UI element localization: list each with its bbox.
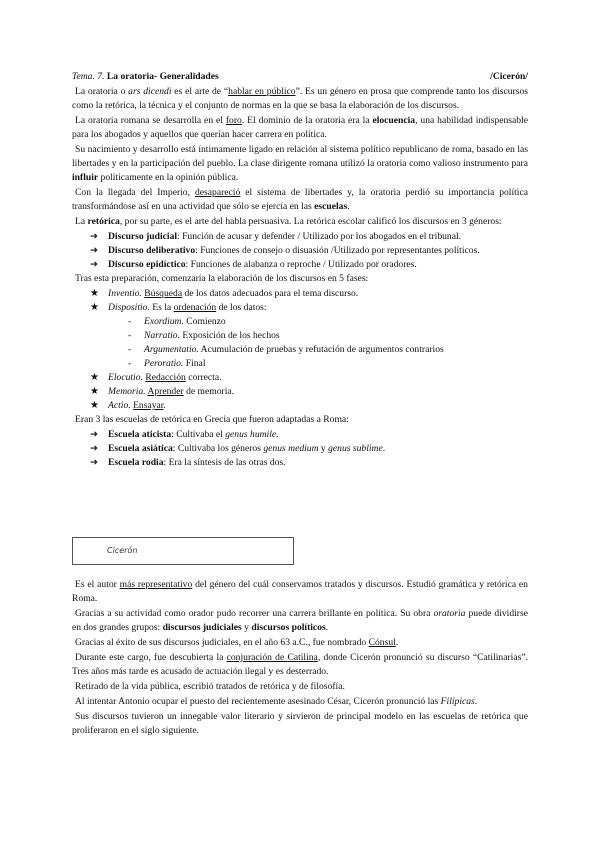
ciceron-paragraph: Durante este cargo, fue descubierta la conjuración de Catilina, donde Cicerón pronunció su discurso “Catilinarias”. Tres años más tarde es acusado de actuación ilegal y es desterrado. xyxy=(72,652,528,677)
arrow-icon: ➔ xyxy=(90,231,99,242)
list-item: ★ Dispositio. Es la ordenación de los datos: xyxy=(90,302,267,313)
star-icon: ★ xyxy=(90,372,99,383)
section-box-ciceron xyxy=(72,537,294,565)
escuelas-intro: Eran 3 las escuelas de retórica en Grecia que fueron adaptadas a Roma: xyxy=(75,414,349,425)
star-icon: ★ xyxy=(90,302,99,313)
tema-label: Tema. 7. xyxy=(72,71,105,82)
list-item: - Exordium. Comienzo xyxy=(128,316,226,327)
list-item: ★ Elocutio. Redacción correcta. xyxy=(90,372,222,383)
dispositio-parts xyxy=(72,315,528,371)
list-item: ★ Inventio. Búsqueda de los datos adecuados para el tema discurso. xyxy=(90,288,359,299)
arrow-icon: ➔ xyxy=(90,259,99,270)
list-item: ➔ Escuela rodia: Era la síntesis de las otras dos. xyxy=(90,457,286,468)
page-header xyxy=(72,70,528,84)
list-item: - Peroratio. Final xyxy=(128,358,206,369)
section-box-label: Cicerón xyxy=(107,546,138,555)
list-item: ➔ Discurso epidíctico: Funciones de alabanza o reproche / Utilizado por oradores. xyxy=(90,259,417,270)
list-item: - Narratio. Exposición de los hechos xyxy=(128,330,280,341)
list-item: - Argumentatio. Acumulación de pruebas y refutación de argumentos contrarios xyxy=(128,344,444,355)
arrow-icon: ➔ xyxy=(90,245,99,256)
arrow-icon: ➔ xyxy=(90,457,99,468)
list-item: ➔ Escuela asiática: Cultivaba los géneros genus medium y genus sublime. xyxy=(90,443,386,454)
escuelas-list xyxy=(72,428,528,470)
ciceron-paragraph: Sus discursos tuvieron un innegable valor literario y sirvieron de principal modelo en las escuelas de retórica que proliferaron en el siglo siguiente. xyxy=(72,711,528,736)
document-body xyxy=(72,70,528,470)
generos-list xyxy=(72,230,528,272)
paragraph-imperio: Con la llegada del Imperio, desapareció el sistema de libertades y, la oratoria perdió su importancia política transformándose así en una actividad que sólo se ejercía en las escuelas. xyxy=(72,187,528,212)
ciceron-section xyxy=(72,578,528,739)
list-item: ➔ Discurso judicial: Función de acusar y defender / Utilizado por los abogados en el tribunal. xyxy=(90,231,462,242)
ciceron-paragraph: Es el autor más representativo del género del cuál conservamos tratados y discursos. Estudió gramática y retórica en Roma. xyxy=(72,579,528,604)
star-icon: ★ xyxy=(90,400,99,411)
ciceron-paragraph: Gracias a su actividad como orador pudo recorrer una carrera brillante en política. Su obra oratoria puede dividirse en dos grandes grupos: discursos judiciales y discursos políticos. xyxy=(72,608,528,633)
arrow-icon: ➔ xyxy=(90,429,99,440)
paragraph-foro: La oratoria romana se desarrolla en el foro. El dominio de la oratoria era la elocuencia, una habilidad indispensable para los abogados y aquellos que querían hacer carrera en política. xyxy=(72,115,528,140)
star-icon: ★ xyxy=(90,288,99,299)
list-item: ➔ Discurso deliberativo: Funciones de consejo o disuasión /Utilizado por representantes políticos. xyxy=(90,245,480,256)
arrow-icon: ➔ xyxy=(90,443,99,454)
paragraph-origen: Su nacimiento y desarrollo está íntimamente ligado en relación al sistema político republicano de roma, basado en las libertades y en la participación del pueblo. La clase dirigente romana utilizó la oratoria como valioso instrumento para influir políticamente en la opinión pública. xyxy=(72,144,528,183)
fases-intro: Tras esta preparación, comenzaría la elaboración de los discursos en 5 fases: xyxy=(75,273,369,284)
page-title: La oratoria- Generalidades xyxy=(106,71,219,82)
list-item: ➔ Escuela aticista: Cultivaba el genus humile. xyxy=(90,429,279,440)
header-right: /Cicerón/ xyxy=(490,71,528,82)
list-item: ★ Actio. Ensayar. xyxy=(90,400,166,411)
star-icon: ★ xyxy=(90,386,99,397)
ciceron-paragraph: Gracias al éxito de sus discursos judiciales, en el año 63 a.C., fue nombrado Cónsul. xyxy=(75,637,399,648)
paragraph-definition: La oratoria o ars dicendi es el arte de “hablar en público”. Es un género en prosa que comprende tanto los discursos como la retórica, la técnica y el conjunto de normas en la que se basa la elaboración de los discursos. xyxy=(72,86,528,111)
ciceron-paragraph: Al intentar Antonio ocupar el puesto del recientemente asesinado César, Cicerón pronunció las Filípicas. xyxy=(75,696,478,707)
ciceron-paragraph: Retirado de la vida pública, escribió tratados de retórica y de filosofía. xyxy=(75,681,345,692)
fases-list xyxy=(72,287,528,315)
list-item: ★ Memoria. Aprender de memoria. xyxy=(90,386,235,397)
paragraph-retorica: La retórica, por su parte, es el arte del habla persuasiva. La retórica escolar calificó los discursos en 3 géneros: xyxy=(75,216,502,227)
fases-list-cont xyxy=(72,371,528,413)
